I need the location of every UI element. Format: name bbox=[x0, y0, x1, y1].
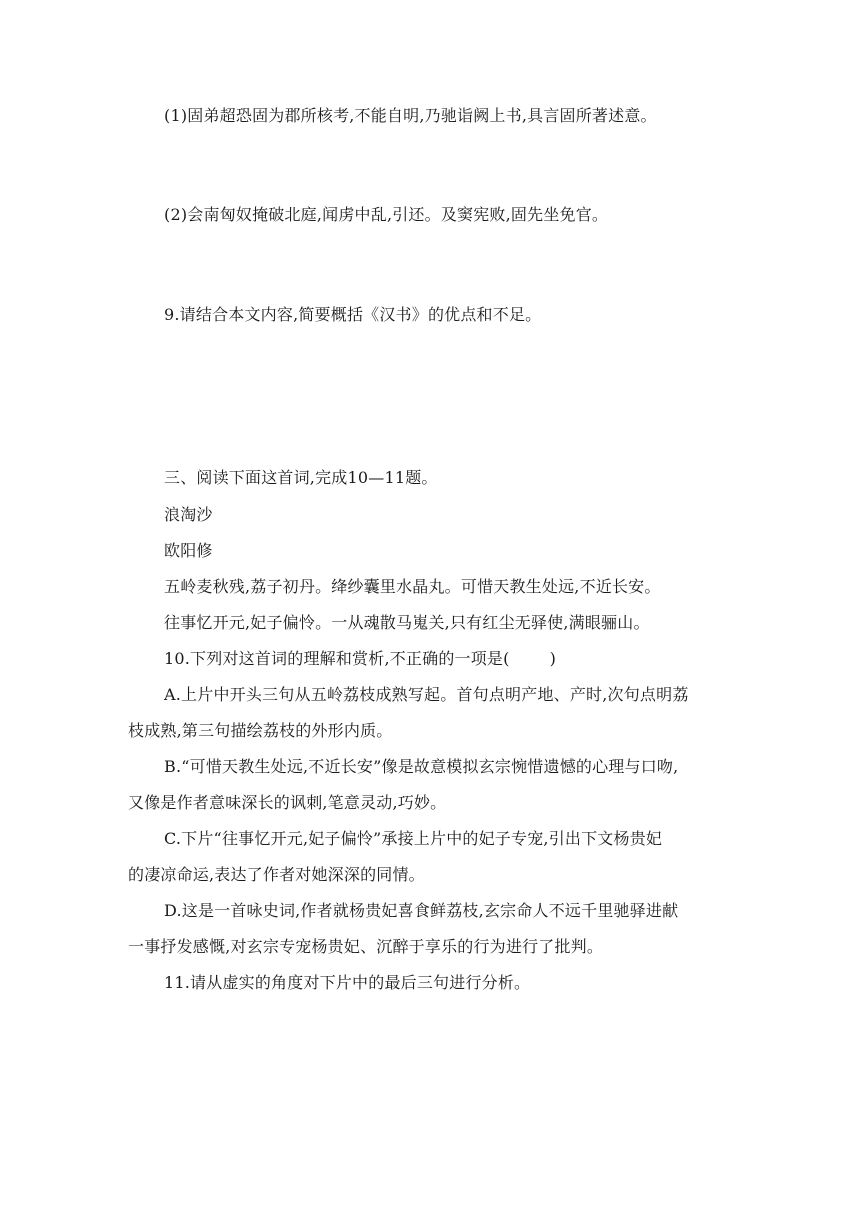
option-a-line-1: A.上片中开头三句从五岭荔枝成熟写起。首句点明产地、产时,次句点明荔 bbox=[164, 685, 689, 704]
option-b-line-2: 又像是作者意味深长的讽刺,笔意灵动,巧妙。 bbox=[128, 793, 447, 812]
question-11: 11.请从虚实的角度对下片中的最后三句进行分析。 bbox=[164, 973, 531, 992]
option-d-line-1: D.这是一首咏史词,作者就杨贵妃喜食鲜荔枝,玄宗命人不远千里驰驿进献 bbox=[164, 901, 679, 920]
option-b-line-1: B.“可惜天教生处远,不近长安”像是故意模拟玄宗惋惜遗憾的心理与口吻, bbox=[164, 757, 679, 776]
question-10-stem bbox=[164, 647, 744, 671]
translation-item-1: (1)固弟超恐固为郡所核考,不能自明,乃驰诣阙上书,具言固所著述意。 bbox=[164, 106, 657, 125]
option-d-line-2: 一事抒发感慨,对玄宗专宠杨贵妃、沉醉于享乐的行为进行了批判。 bbox=[128, 937, 604, 956]
translation-item-2: (2)会南匈奴掩破北庭,闻虏中乱,引还。及窦宪败,固先坐免官。 bbox=[164, 205, 609, 224]
question-10-stem-close: ) bbox=[549, 649, 557, 668]
option-c-line-1: C.下片“往事忆开元,妃子偏怜”承接上片中的妃子专宠,引出下文杨贵妃 bbox=[164, 829, 663, 848]
section-3-heading: 三、阅读下面这首词,完成10—11题。 bbox=[164, 468, 438, 487]
option-a-line-2: 枝成熟,第三句描绘荔枝的外形内质。 bbox=[128, 721, 393, 740]
poem-title: 浪淘沙 bbox=[164, 505, 213, 524]
poem-author: 欧阳修 bbox=[164, 541, 213, 560]
poem-line-2: 往事忆开元,妃子偏怜。一从魂散马嵬关,只有红尘无驿使,满眼骊山。 bbox=[164, 613, 650, 632]
question-10-stem-text: 10.下列对这首词的理解和赏析,不正确的一项是( bbox=[164, 649, 510, 668]
question-9: 9.请结合本文内容,简要概括《汉书》的优点和不足。 bbox=[164, 305, 542, 324]
option-c-line-2: 的凄凉命运,表达了作者对她深深的同情。 bbox=[128, 865, 425, 884]
poem-line-1: 五岭麦秋残,荔子初丹。绛纱囊里水晶丸。可惜天教生处远,不近长安。 bbox=[164, 577, 661, 596]
